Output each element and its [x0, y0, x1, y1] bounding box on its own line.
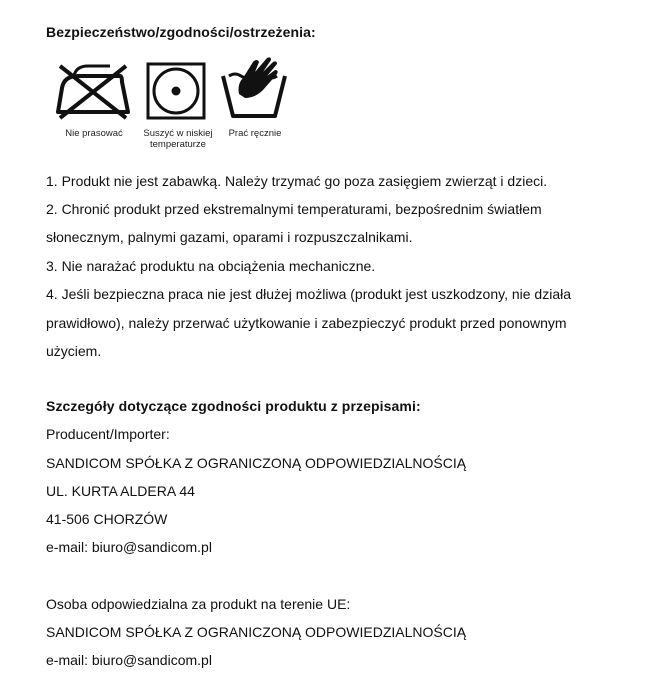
tumble-dry-caption-line1: Suszyć w niskiej — [143, 128, 213, 139]
warning-line: 2. Chronić produkt przed ekstremalnymi temperaturami, bezpośrednim światłem — [46, 201, 542, 217]
producer-label: Producent/Importer: — [46, 426, 170, 442]
eu-responsible-label: Osoba odpowiedzialna za produkt na terenie UE: — [46, 596, 351, 612]
warning-line: prawidłowo), należy przerwać użytkowanie i zabezpieczyć produkt przed ponownym — [46, 315, 567, 331]
warning-line: 4. Jeśli bezpieczna praca nie jest dłużej możliwa (produkt jest uszkodzony, nie działa — [46, 286, 572, 302]
safety-title: Bezpieczeństwo/zgodności/ostrzeżenia: — [46, 24, 316, 40]
eu-responsible-name: SANDICOM SPÓŁKA Z OGRANICZONĄ ODPOWIEDZIALNOŚCIĄ — [46, 624, 467, 640]
warning-line: 3. Nie narażać produktu na obciążenia mechaniczne. — [46, 258, 376, 274]
no-iron-caption: Nie prasować — [65, 128, 123, 139]
hand-wash-icon — [219, 54, 289, 120]
producer-city: 41-506 CHORZÓW — [46, 511, 168, 527]
compliance-title: Szczegóły dotyczące zgodności produktu z przepisami: — [46, 398, 421, 414]
tumble-dry-caption-line2: temperaturze — [150, 139, 206, 150]
tumble-dry-low-caption — [138, 128, 218, 150]
producer-street: UL. KURTA ALDERA 44 — [46, 483, 195, 499]
producer-name: SANDICOM SPÓŁKA Z OGRANICZONĄ ODPOWIEDZIALNOŚCIĄ — [46, 455, 467, 471]
eu-responsible-email: e-mail: biuro@sandicom.pl — [46, 652, 212, 668]
warning-line: 1. Produkt nie jest zabawką. Należy trzymać go poza zasięgiem zwierząt i dzieci. — [46, 173, 548, 189]
hand-wash-caption: Prać ręcznie — [228, 128, 282, 139]
no-iron-icon — [52, 62, 134, 120]
tumble-dry-low-icon — [146, 62, 206, 120]
producer-email: e-mail: biuro@sandicom.pl — [46, 539, 212, 555]
warning-line: użyciem. — [46, 343, 102, 359]
warning-line: słonecznym, palnymi gazami, oparami i rozpuszczalnikami. — [46, 229, 413, 245]
